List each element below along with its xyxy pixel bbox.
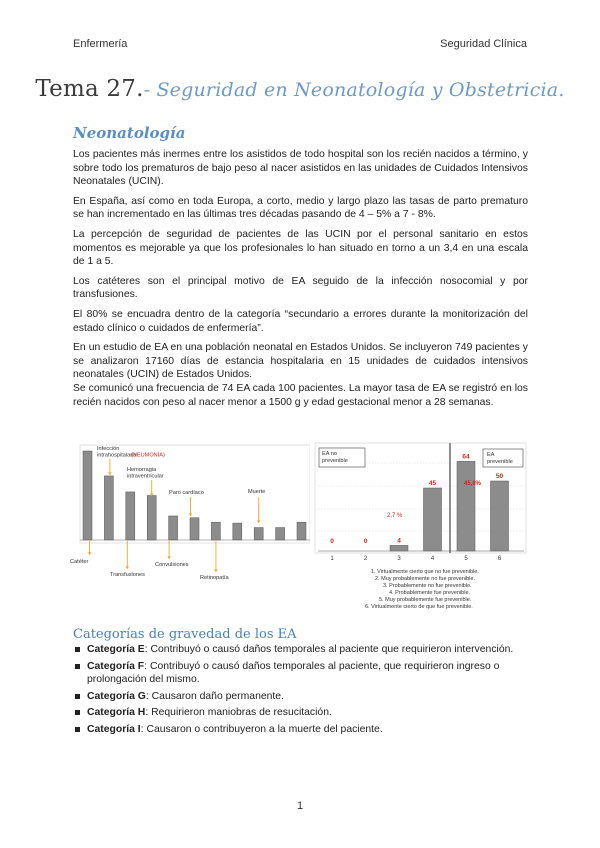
- paragraph: El 80% se encuadra dentro de la categoría “secundario a errores durante la monitorización del estado clínico o cuidados de enfermería”.: [73, 308, 528, 334]
- annot-infeccion-2: intrahospitalaria: [97, 452, 137, 459]
- title-sub: - Seguridad en Neonatología y Obstetricia.: [143, 79, 565, 101]
- body-text: [73, 148, 528, 409]
- arrow-retinopatia-head: [214, 569, 218, 572]
- paragraph: En un estudio de EA en una población neonatal en Estados Unidos. Se incluyeron 749 pacientes y se analizaron 17160 días de estancia hospitalaria en 15 unidades de cuidados intensivos neonatales (UCIN) de Estados Unidos.: [73, 342, 528, 381]
- bar-4: [424, 488, 442, 551]
- category-label: Categoría I: [87, 723, 141, 735]
- bar-cat-ter: [83, 451, 92, 540]
- category-label: Categoría G: [87, 690, 146, 702]
- value-label-6: 50: [495, 473, 504, 480]
- header-right: Seguridad Clínica: [440, 38, 527, 50]
- box-prevenible-label-2: prevenible: [487, 459, 513, 465]
- arrow-cateter-head: [88, 552, 92, 555]
- category-label: Categoría E: [87, 644, 145, 655]
- category-text: : Causaron daño permanente.: [145, 690, 284, 702]
- tick-label-6: 6: [497, 556, 502, 562]
- category-text: : Requirieron maniobras de resucitación.: [145, 707, 332, 719]
- category-text: : Causaron o contribuyeron a la muerte del paciente.: [140, 723, 383, 735]
- legend-item-1: 1. Virtualmente cierto que no fue prevenible.: [371, 569, 479, 575]
- legend-item-5: 5. Muy probablemente fue prevenible.: [379, 597, 472, 603]
- title-main: Tema 27.: [35, 76, 144, 102]
- category-text: : Contribuyó o causó daños temporales al paciente, que requirieron ingreso o prolongación del mismo.: [87, 660, 500, 686]
- bar-convulsiones: [169, 516, 178, 540]
- bar-5: [457, 461, 475, 551]
- annot-convulsiones: Convulsiones: [155, 562, 189, 568]
- bar-hemorragia-intraventricular: [147, 496, 156, 541]
- list-item: [73, 690, 528, 704]
- page-number: 1: [296, 800, 304, 812]
- list-item: [73, 660, 528, 687]
- list-item: [73, 723, 528, 737]
- annot-cateter: Catéter: [70, 559, 89, 565]
- legend-item-3: 3. Probablemente no fue prevenible.: [383, 583, 472, 589]
- category-label: Categoría F: [87, 660, 145, 672]
- value-label-4: 45: [428, 480, 437, 487]
- paragraph: Los pacientes más inermes entre los asistidos de todo hospital son los recién nacidos a término, y sobre todo los prematuros de bajo peso al nacer asistidos en las unidades de Cuidados Intensivos Neonatales (UCIN).: [73, 149, 528, 188]
- bar-transfusiones: [126, 492, 135, 540]
- bar-muerte: [254, 528, 263, 540]
- arrow-convulsiones-head: [167, 556, 171, 559]
- box-prevenible-label: EA: [487, 452, 495, 458]
- value-label-3: 4: [397, 537, 401, 545]
- bullet-square-icon: [75, 710, 80, 715]
- chart-preventability: [313, 441, 528, 621]
- bar-infecci-n-intrahospitalaria: [104, 476, 113, 540]
- list-item: [73, 706, 528, 720]
- annot-transfusiones: Transfusiones: [110, 572, 145, 578]
- annot-infeccion: Infección: [97, 446, 120, 452]
- category-text: : Contribuyó o causó daños temporales al paciente que requirieron intervención.: [144, 644, 514, 655]
- tick-label-3: 3: [397, 556, 401, 562]
- paragraph: En España, así como en toda Europa, a corto, medio y largo plazo las tasas de parto prematuro se han incrementado en las últimas tres décadas pasando de 4 – 5% a 7 - 8%.: [73, 195, 528, 221]
- annot-retinopatia: Retinopatía: [200, 575, 229, 581]
- tick-label-4: 4: [430, 556, 435, 562]
- bullet-square-icon: [75, 647, 80, 652]
- bullet-square-icon: [75, 664, 80, 669]
- paragraph: La percepción de seguridad de pacientes de las UCIN por el personal sanitario en estos momentos es mejorable ya que los profesionales lo han situado en torno a un 3,4 en una escala de 1 a 5.: [73, 228, 528, 268]
- legend-item-6: 6. Virtualmente cierto de que fue prevenible.: [365, 604, 473, 610]
- chart-adverse-events-types: [70, 441, 310, 583]
- value-label-2: 0: [363, 538, 368, 545]
- bullet-square-icon: [75, 694, 80, 699]
- bar-3: [390, 545, 408, 551]
- arrow-transfusiones-head: [126, 566, 130, 569]
- bar-otros-2: [276, 528, 285, 540]
- bullet-square-icon: [75, 727, 80, 732]
- percent-label-3: 2,7 %: [387, 513, 403, 519]
- paragraph: Los catéteres son el principal motivo de EA seguido de la infección nosocomial y por transfusiones.: [73, 275, 528, 301]
- box-no-prevenible-label: EA no: [322, 451, 337, 457]
- severity-categories-title: Categorías de gravedad de los EA: [73, 627, 297, 642]
- annot-hemorragia: Hemorragia: [127, 467, 157, 473]
- severity-categories-list: [73, 643, 528, 740]
- percent-label-5: 45,8%: [464, 481, 482, 487]
- page-title: [0, 76, 600, 102]
- paragraph: Se comunicó una frecuencia de 74 EA cada 100 pacientes. La mayor tasa de EA se registró en los recién nacidos con peso al nacer menor a 1500 g y edad gestacional menor a 28 semanas.: [73, 382, 528, 408]
- legend-item-4: 4. Probablemente fue prevenible.: [389, 590, 471, 596]
- tick-label-5: 5: [464, 556, 468, 562]
- bar-6: [491, 481, 509, 551]
- annot-muerte: Muerte: [248, 489, 266, 495]
- value-label-1: 0: [330, 538, 334, 545]
- bar-otros-3: [297, 522, 306, 540]
- box-no-prevenible-label-2: prevenible: [322, 458, 348, 464]
- bar-otros-1: [233, 523, 242, 540]
- bar-retinopat-a: [211, 522, 220, 540]
- annot-neumonia: (NEUMONÍA): [131, 452, 165, 459]
- category-label: Categoría H: [87, 707, 146, 719]
- header-left: Enfermería: [73, 38, 128, 50]
- value-label-5: 64: [462, 453, 470, 461]
- annot-hemorragia-2: intraventricular: [127, 473, 164, 480]
- tick-label-2: 2: [363, 556, 368, 562]
- section-title: Neonatología: [73, 124, 186, 142]
- tick-label-1: 1: [330, 556, 334, 562]
- bar-paro-card-aco: [190, 518, 199, 540]
- legend-item-2: 2. Muy probablemente no fue prevenible.: [375, 576, 475, 582]
- annot-paro: Paro cardíaco: [169, 490, 204, 496]
- list-item: [73, 643, 528, 657]
